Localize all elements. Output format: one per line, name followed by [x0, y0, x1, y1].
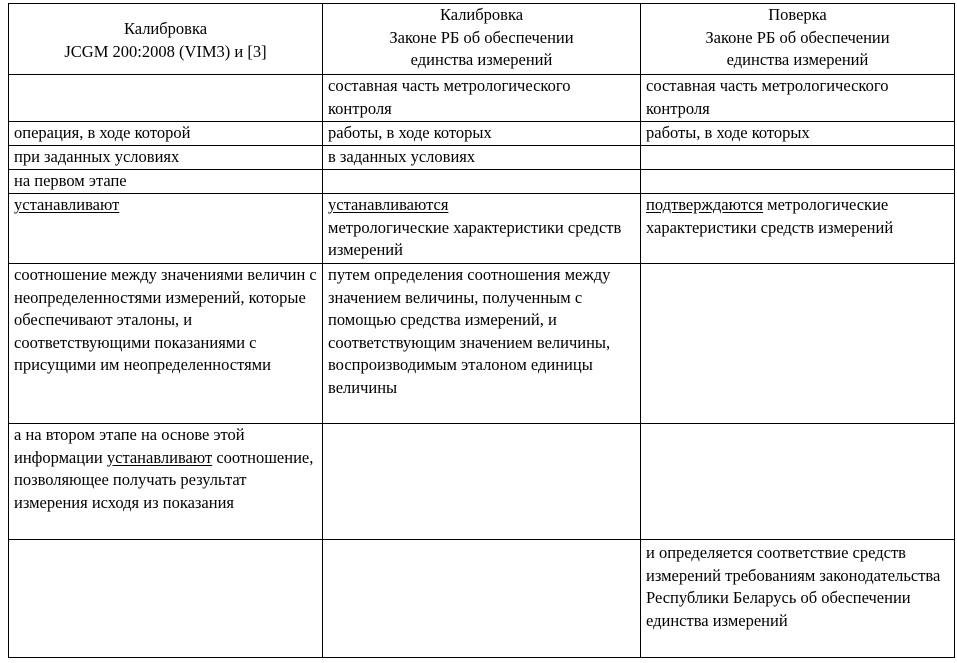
table-cell: [9, 75, 323, 122]
table-cell: работы, в ходе которых: [323, 122, 641, 146]
table-row: [9, 170, 955, 194]
table-cell: путем определения соотношения между значением величины, полученным с помощью средства измерений, и соответствующим значением величины, воспроизводимым эталоном единицы величины: [323, 264, 641, 424]
header-row: [9, 4, 955, 75]
table-cell: [641, 424, 955, 540]
header-col2-line3: единства измерений: [410, 50, 553, 69]
table-row: [9, 424, 955, 540]
underlined-term: подтверждаются: [646, 195, 764, 214]
table-row: [9, 146, 955, 170]
header-calibration-vim3: [9, 4, 323, 75]
table-cell: [641, 264, 955, 424]
table-cell: [323, 540, 641, 658]
header-col1-line1: Калибровка: [123, 19, 208, 38]
cell-text: а на втором этапе на основе этой информации: [14, 425, 245, 467]
underlined-term: устанавливаются: [328, 195, 449, 214]
header-col3-line1: Поверка: [768, 5, 827, 24]
comparison-table: [8, 3, 955, 658]
table-cell: составная часть метрологического контроля: [323, 75, 641, 122]
table-cell: [641, 146, 955, 170]
table-cell: [323, 170, 641, 194]
table-row: [9, 194, 955, 264]
table-row: [9, 122, 955, 146]
table-cell: операция, в ходе которой: [9, 122, 323, 146]
header-col2-line1: Калибровка: [439, 5, 524, 24]
underlined-term: устанавливают: [106, 447, 213, 467]
table-row: [9, 75, 955, 122]
cell-text: метрологические характеристики средств измерений: [328, 217, 622, 259]
table-cell: [9, 194, 323, 264]
underlined-term: устанавливают: [14, 195, 120, 214]
table-cell: при заданных условиях: [9, 146, 323, 170]
table-cell: работы, в ходе которых: [641, 122, 955, 146]
cell-text: соотношение, позволяющее получать результат измерения исходя из показания: [14, 447, 314, 512]
table-row: [9, 540, 955, 658]
table-cell: в заданных условиях: [323, 146, 641, 170]
header-verification-law: [641, 4, 955, 75]
table-cell: [641, 170, 955, 194]
header-col3-line3: единства измерений: [726, 50, 869, 69]
table-cell: и определяется соответствие средств измерений требованиям законодательства Республики Беларусь об обеспечении единства измерений: [641, 540, 955, 658]
header-col3-line2: Законе РБ об обеспечении: [705, 27, 890, 47]
header-col2-line2: Законе РБ об обеспечении: [389, 27, 574, 47]
table-cell: на первом этапе: [9, 170, 323, 194]
table-cell: [9, 540, 323, 658]
table-cell: [9, 424, 323, 540]
table-cell: соотношение между значениями величин с неопределенностями измерений, которые обеспечивают эталоны, и соответствующими показаниями с присущими им неопределенностями: [9, 264, 323, 424]
table-cell: [323, 194, 641, 264]
table-row: [9, 264, 955, 424]
header-calibration-law: [323, 4, 641, 75]
header-col1-line2: JCGM 200:2008 (VIM3) и [3]: [64, 41, 267, 61]
cell-text: метрологические характеристики средств измерений: [646, 195, 894, 237]
table-cell: [641, 194, 955, 264]
table-cell: составная часть метрологического контроля: [641, 75, 955, 122]
table-cell: [323, 424, 641, 540]
